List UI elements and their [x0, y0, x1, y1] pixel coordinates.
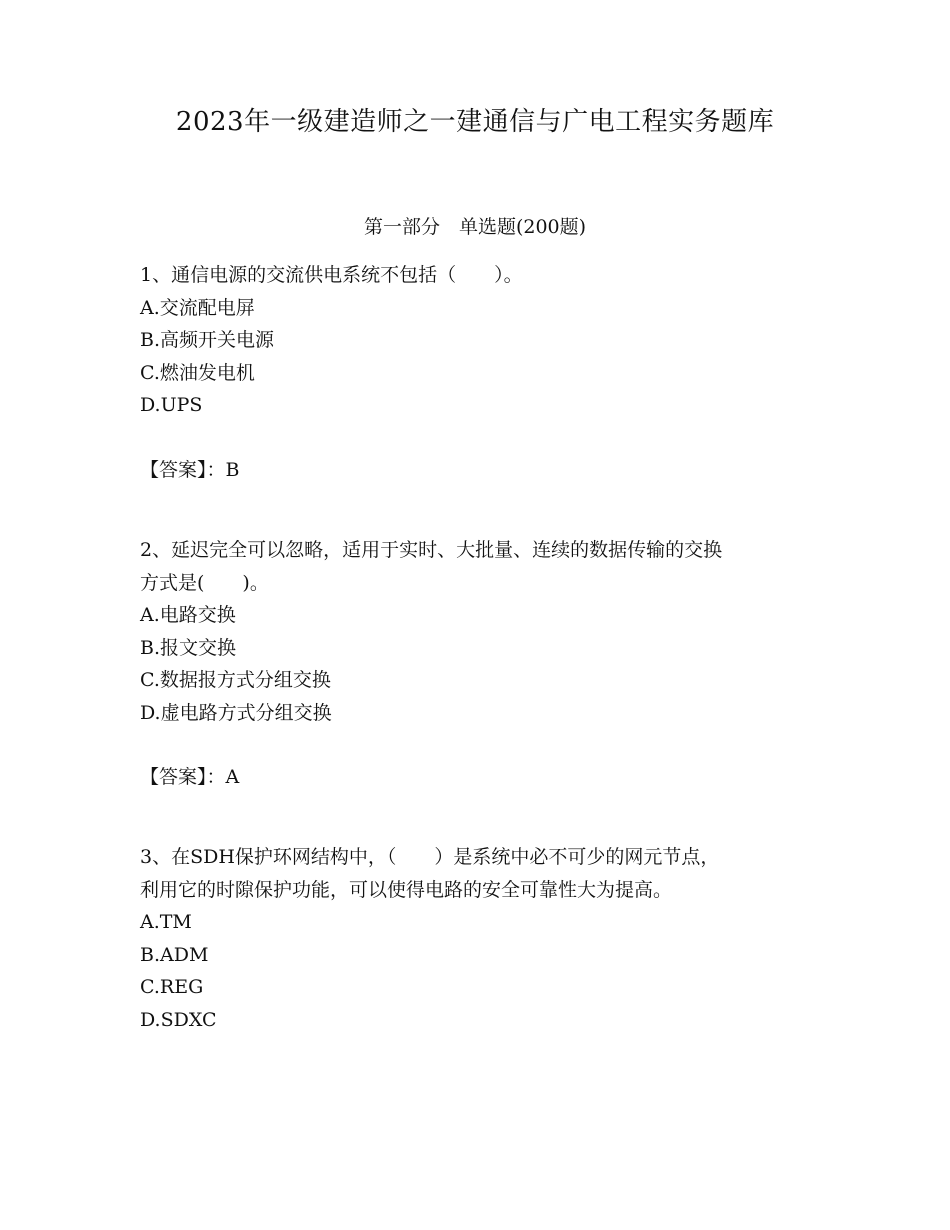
option-b: B.高频开关电源 — [140, 329, 275, 351]
option-a: A.TM — [140, 911, 192, 933]
option-d: D.SDXC — [140, 1008, 217, 1031]
option-b: B.ADM — [140, 943, 209, 966]
answer-2: 【答案】：A — [140, 766, 240, 788]
question-stem-line-1: 2、延迟完全可以忽略，适用于实时、大批量、连续的数据传输的交换 — [140, 539, 723, 561]
option-a: A.电路交换 — [140, 604, 236, 626]
question-stem-line-2: 方式是( )。 — [140, 571, 269, 594]
option-c: C.燃油发电机 — [140, 361, 255, 384]
question-3 — [140, 841, 820, 1036]
option-d: D.UPS — [140, 394, 203, 416]
section-heading: 第一部分 单选题(200题) — [363, 216, 587, 238]
option-a: A.交流配电屏 — [140, 296, 255, 319]
document-title: 2023年一级建造师之一建通信与广电工程实务题库 — [175, 107, 775, 137]
question-1 — [140, 259, 820, 422]
option-c: C.数据报方式分组交换 — [140, 669, 331, 691]
question-2 — [140, 534, 820, 729]
answer-1: 【答案】：B — [140, 459, 240, 481]
option-b: B.报文交换 — [140, 636, 237, 659]
question-stem-line-1: 3、在SDH保护环网结构中，（ ）是系统中必不可少的网元节点， — [140, 846, 720, 868]
option-d: D.虚电路方式分组交换 — [140, 701, 332, 724]
option-c: C.REG — [140, 976, 204, 998]
question-stem-line-2: 利用它的时隙保护功能，可以使得电路的安全可靠性大为提高。 — [140, 878, 673, 901]
question-stem: 1、通信电源的交流供电系统不包括（ ）。 — [140, 264, 523, 286]
